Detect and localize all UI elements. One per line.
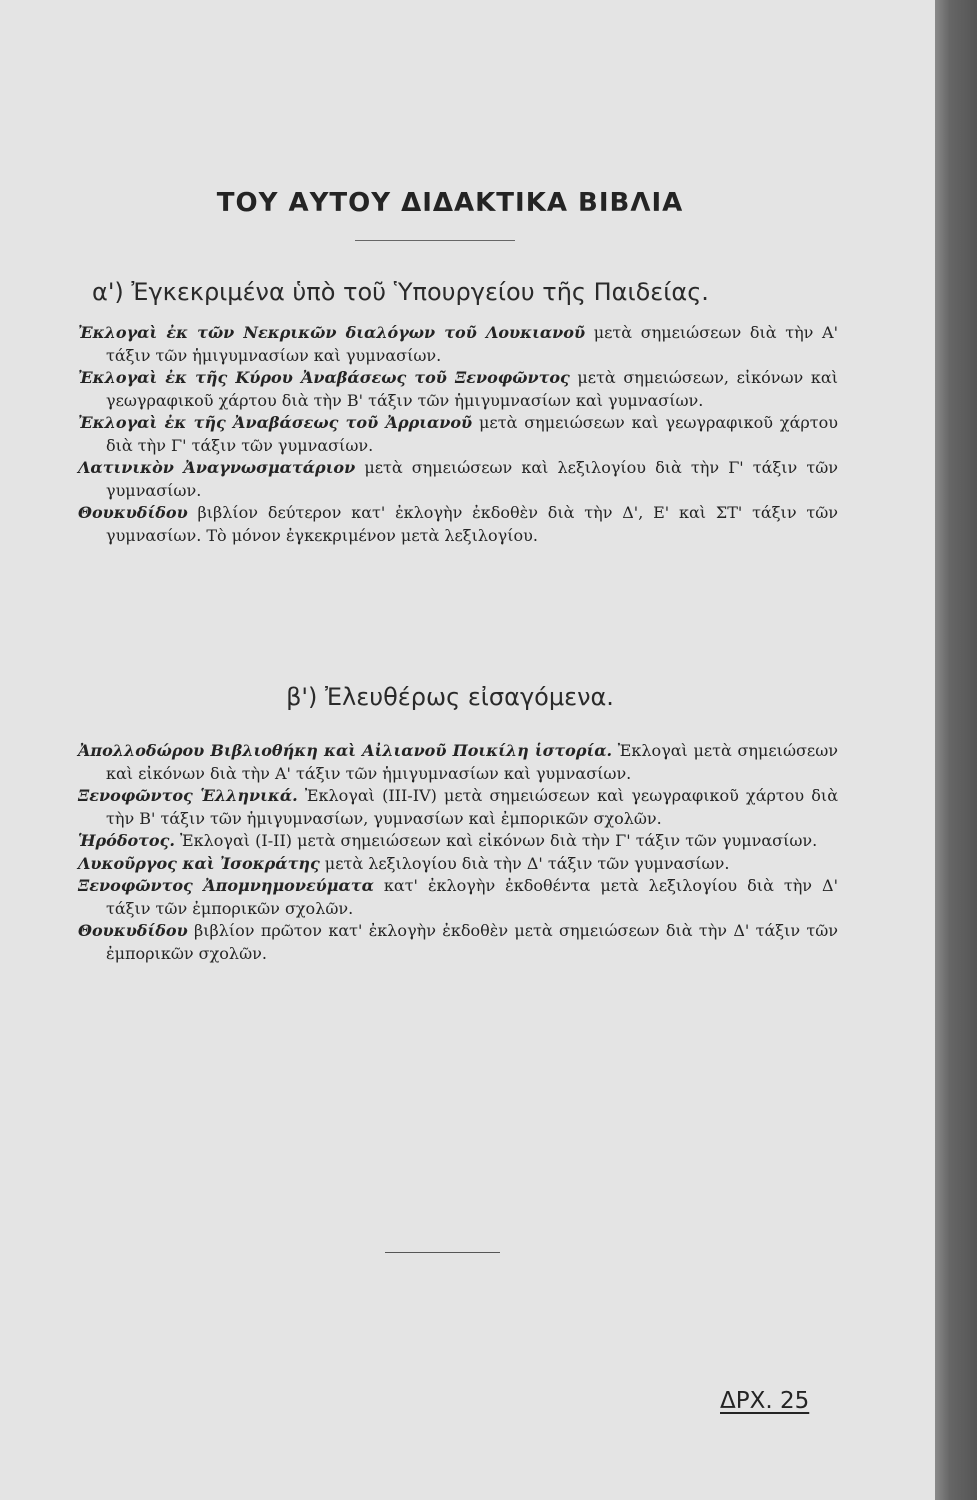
page-title: ΤΟΥ ΑΥΤΟΥ ΔΙΔΑΚΤΙΚΑ ΒΙΒΛΙΑ bbox=[216, 188, 684, 218]
book-entry bbox=[78, 785, 838, 830]
entry-text: μετὰ σημειώσεων διὰ τὴν Α' τάξιν τῶν ἡμιγυμνασίων καὶ γυμνασίων. bbox=[106, 323, 839, 365]
entry-title: Ξενοφῶντος Ἀπομνημονεύματα bbox=[78, 876, 374, 895]
entry-title: Ἐκλογαὶ ἐκ τῆς Κύρου Ἀναβάσεως τοῦ Ξενοφῶντος bbox=[78, 368, 570, 387]
book-entry bbox=[78, 740, 838, 785]
entry-text: μετὰ σημειώσεων, εἰκόνων καὶ γεωγραφικοῦ χάρτου διὰ τὴν Β' τάξιν τῶν ἡμιγυμνασίων καὶ γυμνασίων. bbox=[106, 368, 839, 410]
book-entry bbox=[78, 502, 838, 547]
book-cover-edge bbox=[935, 0, 977, 1500]
book-entry bbox=[78, 920, 838, 965]
book-entry bbox=[78, 457, 838, 502]
price-label: ΔΡΧ. 25 bbox=[720, 1388, 810, 1414]
entry-text: μετὰ σημειώσεων καὶ γεωγραφικοῦ χάρτου διὰ τὴν Γ' τάξιν τῶν γυμνασίων. bbox=[106, 413, 838, 455]
entry-text: βιβλίον δεύτερον κατ' ἐκλογὴν ἐκδοθὲν διὰ τὴν Δ', Ε' καὶ ΣΤ' τάξιν τῶν γυμνασίων. Τὸ μόνον ἐγκεκριμένον μετὰ λεξιλογίου. bbox=[106, 503, 838, 545]
entry-text: μετὰ σημειώσεων καὶ λεξιλογίου διὰ τὴν Γ' τάξιν τῶν γυμνασίων. bbox=[106, 458, 838, 500]
book-entry bbox=[78, 875, 838, 920]
entry-title: Λατινικὸν Ἀναγνωσματάριον bbox=[78, 458, 356, 477]
entry-title: Ἀπολλοδώρου Βιβλιοθήκη καὶ Αἰλιανοῦ Ποικίλη ἱστορία. bbox=[78, 741, 613, 760]
book-entry bbox=[78, 412, 838, 457]
entry-title: Θουκυδίδου bbox=[78, 503, 188, 522]
entry-title: Ξενοφῶντος Ἑλληνικά. bbox=[78, 786, 298, 805]
book-entry bbox=[78, 367, 838, 412]
section-a-list bbox=[78, 322, 838, 547]
entry-text: Ἐκλογαὶ (I-II) μετὰ σημειώσεων καὶ εἰκόνων διὰ τὴν Γ' τάξιν τῶν γυμνασίων. bbox=[174, 831, 818, 850]
entry-title: Ἐκλογαὶ ἐκ τῆς Ἀναβάσεως τοῦ Ἀρριανοῦ bbox=[78, 413, 473, 432]
book-entry bbox=[78, 830, 838, 853]
entry-title: Ἡρόδοτος. bbox=[78, 831, 175, 850]
section-a-heading: α') Ἐγκεκριμένα ὑπὸ τοῦ Ὑπουργείου τῆς Παιδείας. bbox=[92, 278, 709, 306]
bottom-divider bbox=[385, 1252, 500, 1253]
entry-text: μετὰ λεξιλογίου διὰ τὴν Δ' τάξιν τῶν γυμνασίων. bbox=[319, 853, 730, 873]
entry-text: Ἐκλογαὶ μετὰ σημειώσεων καὶ εἰκόνων διὰ τὴν Α' τάξιν τῶν ἡμιγυμνασίων καὶ γυμνασίων. bbox=[106, 741, 838, 783]
entry-text: Ἐκλογαὶ (III-IV) μετὰ σημειώσεων καὶ γεωγραφικοῦ χάρτου διὰ τὴν Β' τάξιν τῶν ἡμιγυμνασίων, γυμνασίων καὶ ἐμπορικῶν σχολῶν. bbox=[106, 786, 838, 828]
book-entry bbox=[78, 322, 838, 367]
entry-text: βιβλίον πρῶτον κατ' ἐκλογὴν ἐκδοθὲν μετὰ σημειώσεων διὰ τὴν Δ' τάξιν τῶν ἐμπορικῶν σχολῶν. bbox=[106, 921, 838, 963]
section-b-heading: β') Ἐλευθέρως εἰσαγόμενα. bbox=[286, 683, 614, 711]
book-entry bbox=[78, 853, 838, 876]
entry-text: κατ' ἐκλογὴν ἐκδοθέντα μετὰ λεξιλογίου διὰ τὴν Δ' τάξιν τῶν ἐμπορικῶν σχολῶν. bbox=[106, 876, 838, 918]
entry-title: Θουκυδίδου bbox=[78, 921, 188, 940]
entry-title: Λυκοῦργος καὶ Ἰσοκράτης bbox=[78, 853, 320, 873]
section-b-list bbox=[78, 740, 838, 965]
title-divider bbox=[355, 240, 515, 241]
entry-title: Ἐκλογαὶ ἐκ τῶν Νεκρικῶν διαλόγων τοῦ Λουκιανοῦ bbox=[78, 323, 586, 342]
